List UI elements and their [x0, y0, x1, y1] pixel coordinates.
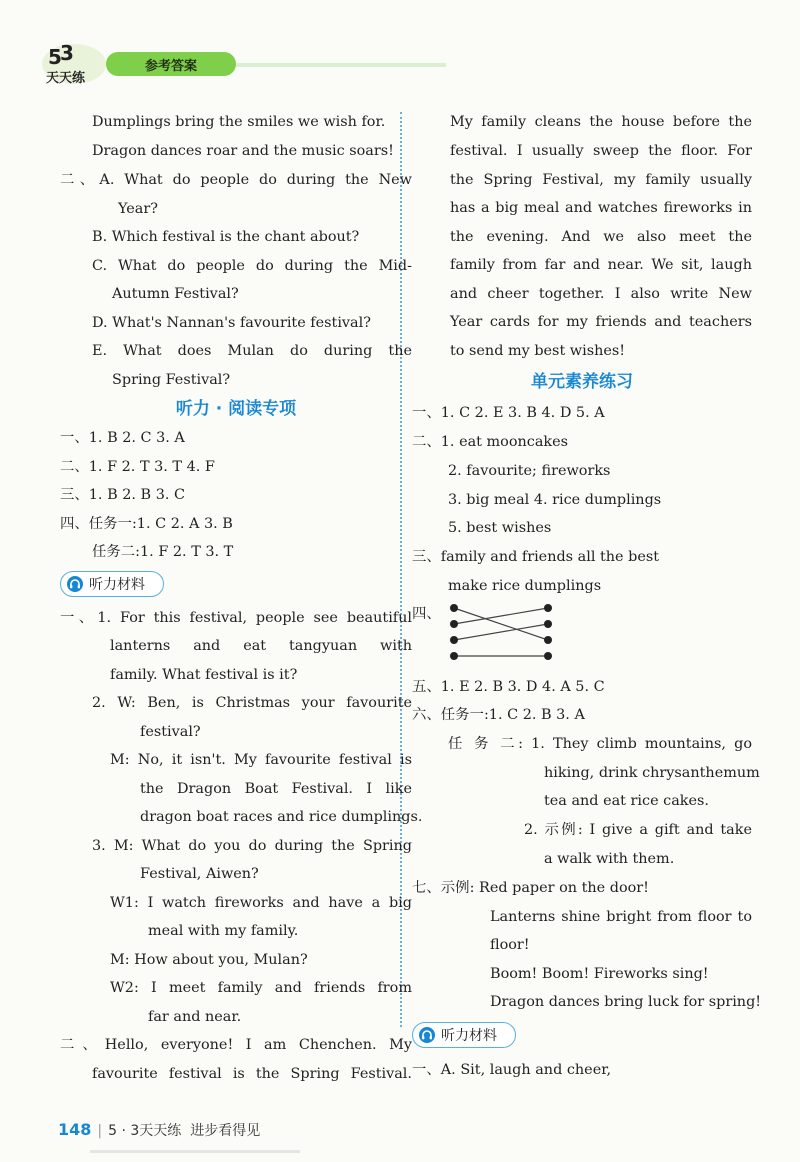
match-dot [544, 652, 552, 660]
text-line: family from far and near. We sit, laugh [450, 257, 752, 273]
tag-text: 听力材料 [441, 1028, 497, 1044]
listening-material-label [412, 1022, 516, 1048]
text-line: 五、1. E 2. B 3. D 4. A 5. C [412, 679, 605, 695]
text-line: 四、 [412, 606, 441, 622]
match-dot [544, 620, 552, 628]
header-rule [236, 63, 446, 67]
footer-rule [90, 1150, 300, 1153]
text-line: 四、任务一:1. C 2. A 3. B [60, 516, 233, 532]
page-header [40, 40, 460, 88]
text-line: C. What do people do during the Mid- [92, 258, 412, 274]
text-line: 二、A. What do people do during the New [60, 172, 412, 188]
text-line: 任务二:1. F 2. T 3. T [92, 544, 234, 560]
text-line: E. What does Mulan do during the [92, 343, 412, 359]
text-line: 一、1. B 2. C 3. A [60, 430, 185, 446]
logo-icon [40, 40, 110, 88]
text-line: Boom! Boom! Fireworks sing! [490, 966, 709, 982]
text-line: 3. M: What do you do during the Spring [92, 838, 412, 854]
text-line: 2. favourite; fireworks [448, 463, 611, 479]
text-line: M: How about you, Mulan? [110, 952, 308, 968]
text-line: Dragon dances bring luck for spring! [490, 994, 762, 1010]
matching-diagram [446, 600, 566, 666]
match-line [454, 624, 548, 640]
match-dot [544, 636, 552, 644]
text-line: Dragon dances roar and the music soars! [92, 143, 394, 159]
text-line: 二、1. F 2. T 3. T 4. F [60, 459, 215, 475]
text-line: 三、family and friends all the best [412, 549, 660, 565]
text-line: Lanterns shine bright from floor to [490, 909, 752, 925]
text-line: Year cards for my friends and teachers [450, 314, 752, 330]
text-line: 七、示例: Red paper on the door! [412, 880, 649, 896]
text-line: dragon boat races and rice dumplings. [140, 809, 423, 825]
text-line: 一、A. Sit, laugh and cheer, [412, 1062, 612, 1078]
page-footer: 148 | 5 · 3天天练 进步看得见 [58, 1120, 261, 1139]
listening-material-label [60, 571, 164, 597]
text-line: make rice dumplings [448, 578, 602, 594]
text-line: B. Which festival is the chant about? [92, 229, 360, 245]
text-line: Autumn Festival? [112, 286, 239, 302]
match-dot [450, 604, 458, 612]
text-line: 一、1. C 2. E 3. B 4. D 5. A [412, 405, 605, 421]
headphones-icon [419, 1027, 435, 1043]
text-line: D. What's Nannan's favourite festival? [92, 315, 371, 331]
text-line: W2: I meet family and friends from [110, 980, 412, 996]
text-line: the Dragon Boat Festival. I like [140, 781, 412, 797]
text-line: 2. W: Ben, is Christmas your favourite [92, 695, 412, 711]
text-line: Dumplings bring the smiles we wish for. [92, 114, 386, 130]
text-line: 5. best wishes [448, 520, 552, 536]
text-line: Year? [118, 201, 158, 217]
text-line: family. What festival is it? [110, 667, 298, 683]
match-dot [450, 620, 458, 628]
text-line: My family cleans the house before the [450, 114, 752, 130]
text-line: meal with my family. [148, 923, 299, 939]
text-line: far and near. [148, 1009, 242, 1025]
text-line: 二、Hello, everyone! I am Chenchen. My [60, 1037, 412, 1053]
match-dot [450, 636, 458, 644]
text-line: a walk with them. [544, 851, 675, 867]
answer-key-badge: 参考答案 [106, 52, 236, 76]
text-line: 任 务 二: 1. They climb mountains, go [448, 736, 752, 752]
series-name: 5 · 3天天练 [108, 1123, 182, 1139]
text-line: Spring Festival? [112, 372, 231, 388]
text-line: tea and eat rice cakes. [544, 793, 710, 809]
text-line: and cheer together. I also write New [450, 286, 752, 302]
text-line: festival. I usually sweep the floor. For [450, 143, 752, 159]
svg-text:5: 5 [48, 45, 62, 69]
text-line: 六、任务一:1. C 2. B 3. A [412, 707, 585, 723]
section-title: 单元素养练习 [531, 372, 633, 392]
text-line: lanterns and eat tangyuan with [110, 638, 412, 654]
match-dot [450, 652, 458, 660]
text-line: M: No, it isn't. My favourite festival is [110, 752, 412, 768]
text-line: festival? [140, 724, 201, 740]
headphones-icon [67, 576, 83, 592]
text-line: 3. big meal 4. rice dumplings [448, 492, 662, 508]
svg-text:3: 3 [60, 41, 74, 65]
svg-text:天天练: 天天练 [46, 71, 86, 86]
text-line: 二、1. eat mooncakes [412, 434, 569, 450]
text-line: hiking, drink chrysanthemum [544, 765, 760, 781]
text-line: 2. 示例: I give a gift and take [524, 822, 752, 838]
text-line: Festival, Aiwen? [140, 866, 259, 882]
text-line: favourite festival is the Spring Festival. [92, 1066, 412, 1082]
text-line: the evening. And we also meet the [450, 229, 752, 245]
text-line: to send my best wishes! [450, 343, 626, 359]
text-line: has a big meal and watches fireworks in [450, 200, 752, 216]
series-slogan: 进步看得见 [190, 1123, 261, 1139]
match-line [454, 608, 548, 624]
text-line: 三、1. B 2. B 3. C [60, 487, 186, 503]
page-number: 148 [58, 1120, 92, 1139]
match-line [454, 608, 548, 640]
tag-text: 听力材料 [89, 577, 145, 593]
text-line: W1: I watch fireworks and have a big [110, 895, 412, 911]
section-title: 听力 · 阅读专项 [175, 399, 297, 419]
match-dot [544, 604, 552, 612]
text-line: the Spring Festival, my family usually [450, 172, 752, 188]
text-line: 一、1. For this festival, people see beautiful [60, 610, 412, 626]
text-line: floor! [490, 937, 530, 953]
